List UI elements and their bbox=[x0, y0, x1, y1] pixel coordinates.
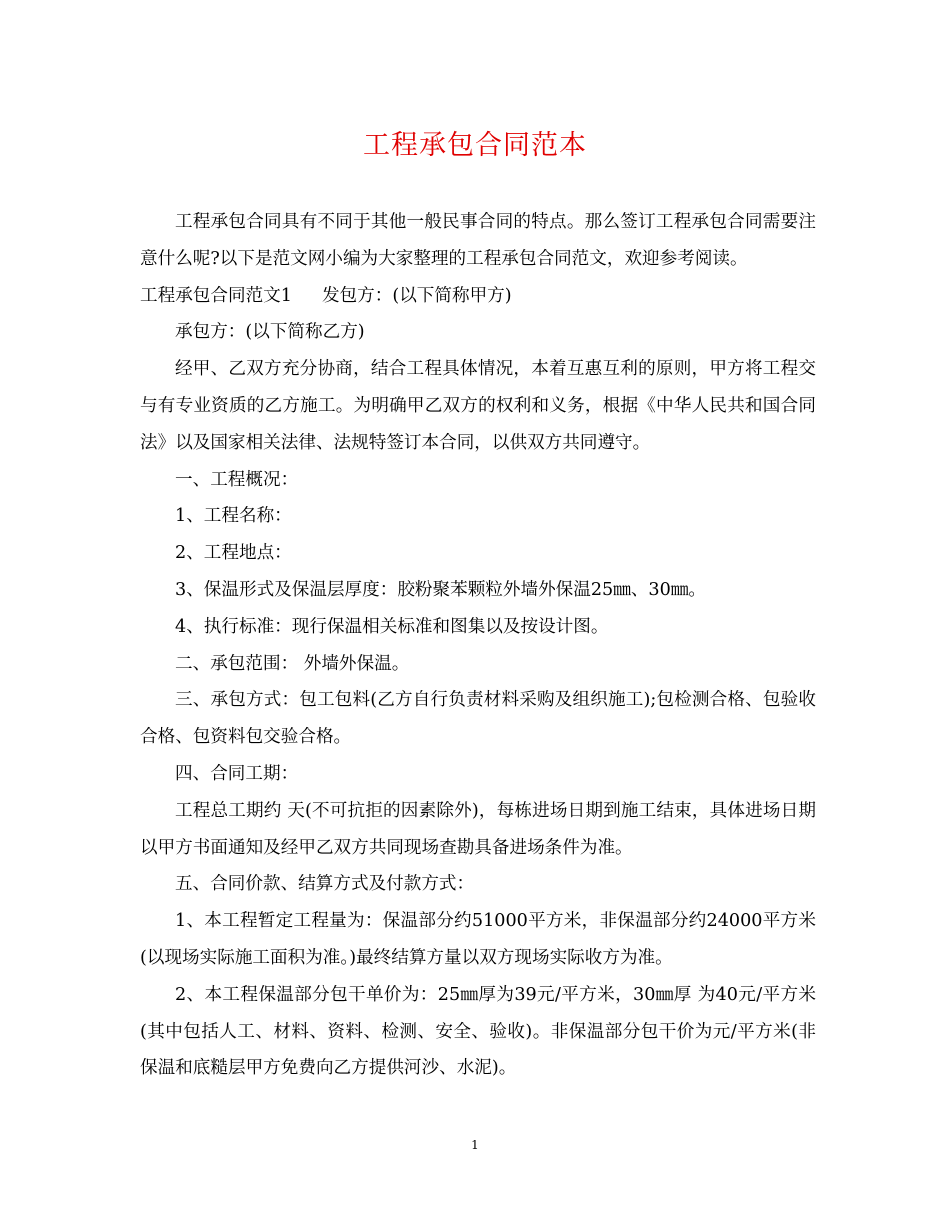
sample-heading-line bbox=[140, 278, 816, 315]
section-5-heading: 五、合同价款、结算方式及付款方式： bbox=[175, 874, 475, 895]
section-4-body: 工程总工期约 天(不可抗拒的因素除外)，每栋进场日期到施工结束，具体进场日期以甲方书面通知及经甲乙双方共同现场查勘具备进场条件为准。 bbox=[140, 800, 816, 858]
section-5-item-1: 1、本工程暂定工程量为：保温部分约51000平方米，非保温部分约24000平方米(以现场实际施工面积为准。)最终结算方量以双方现场实际收方为准。 bbox=[140, 911, 816, 968]
party-b-line: 承包方：(以下简称乙方) bbox=[175, 322, 365, 343]
section-1-item-3: 3、保温形式及保温层厚度：胶粉聚苯颗粒外墙外保温25㎜、30㎜。 bbox=[175, 579, 707, 600]
intro-paragraph: 工程承包合同具有不同于其他一般民事合同的特点。那么签订工程承包合同需要注意什么呢?以下是范文网小编为大家整理的工程承包合同范文，欢迎参考阅读。 bbox=[140, 212, 816, 269]
section-1-item-1: 1、工程名称： bbox=[175, 506, 292, 527]
section-5-item-2: 2、本工程保温部分包干单价为：25㎜厚为39元/平方米，30㎜厚 为40元/平方米(其中包括人工、材料、资料、检测、安全、验收)。非保温部分包干价为元/平方米(非保温和底糙层甲方免费向乙方提供河沙、水泥)。 bbox=[140, 984, 816, 1079]
section-1-item-2: 2、工程地点： bbox=[175, 543, 292, 564]
preamble-paragraph: 经甲、乙双方充分协商，结合工程具体情况，本着互惠互利的原则，甲方将工程交与有专业资质的乙方施工。为明确甲乙双方的权利和义务，根据《中华人民共和国合同法》以及国家相关法律、法规特签订本合同，以供双方共同遵守。 bbox=[140, 359, 816, 453]
section-2: 二、承包范围： 外墙外保温。 bbox=[175, 653, 410, 674]
section-3: 三、承包方式：包工包料(乙方自行负责材料采购及组织施工);包检测合格、包验收合格、包资料包交验合格。 bbox=[140, 690, 816, 748]
page-number: 1 bbox=[471, 1138, 479, 1152]
document-body bbox=[140, 204, 816, 1087]
party-a-line: 发包方：(以下简称甲方) bbox=[321, 285, 512, 306]
sample-label: 工程承包合同范文1 bbox=[140, 285, 292, 306]
section-1-item-4: 4、执行标准：现行保温相关标准和图集以及按设计图。 bbox=[175, 616, 609, 637]
section-1-heading: 一、工程概况： bbox=[175, 469, 299, 490]
document-title: 工程承包合同范本 bbox=[363, 130, 587, 161]
section-4-heading: 四、合同工期： bbox=[175, 763, 299, 784]
